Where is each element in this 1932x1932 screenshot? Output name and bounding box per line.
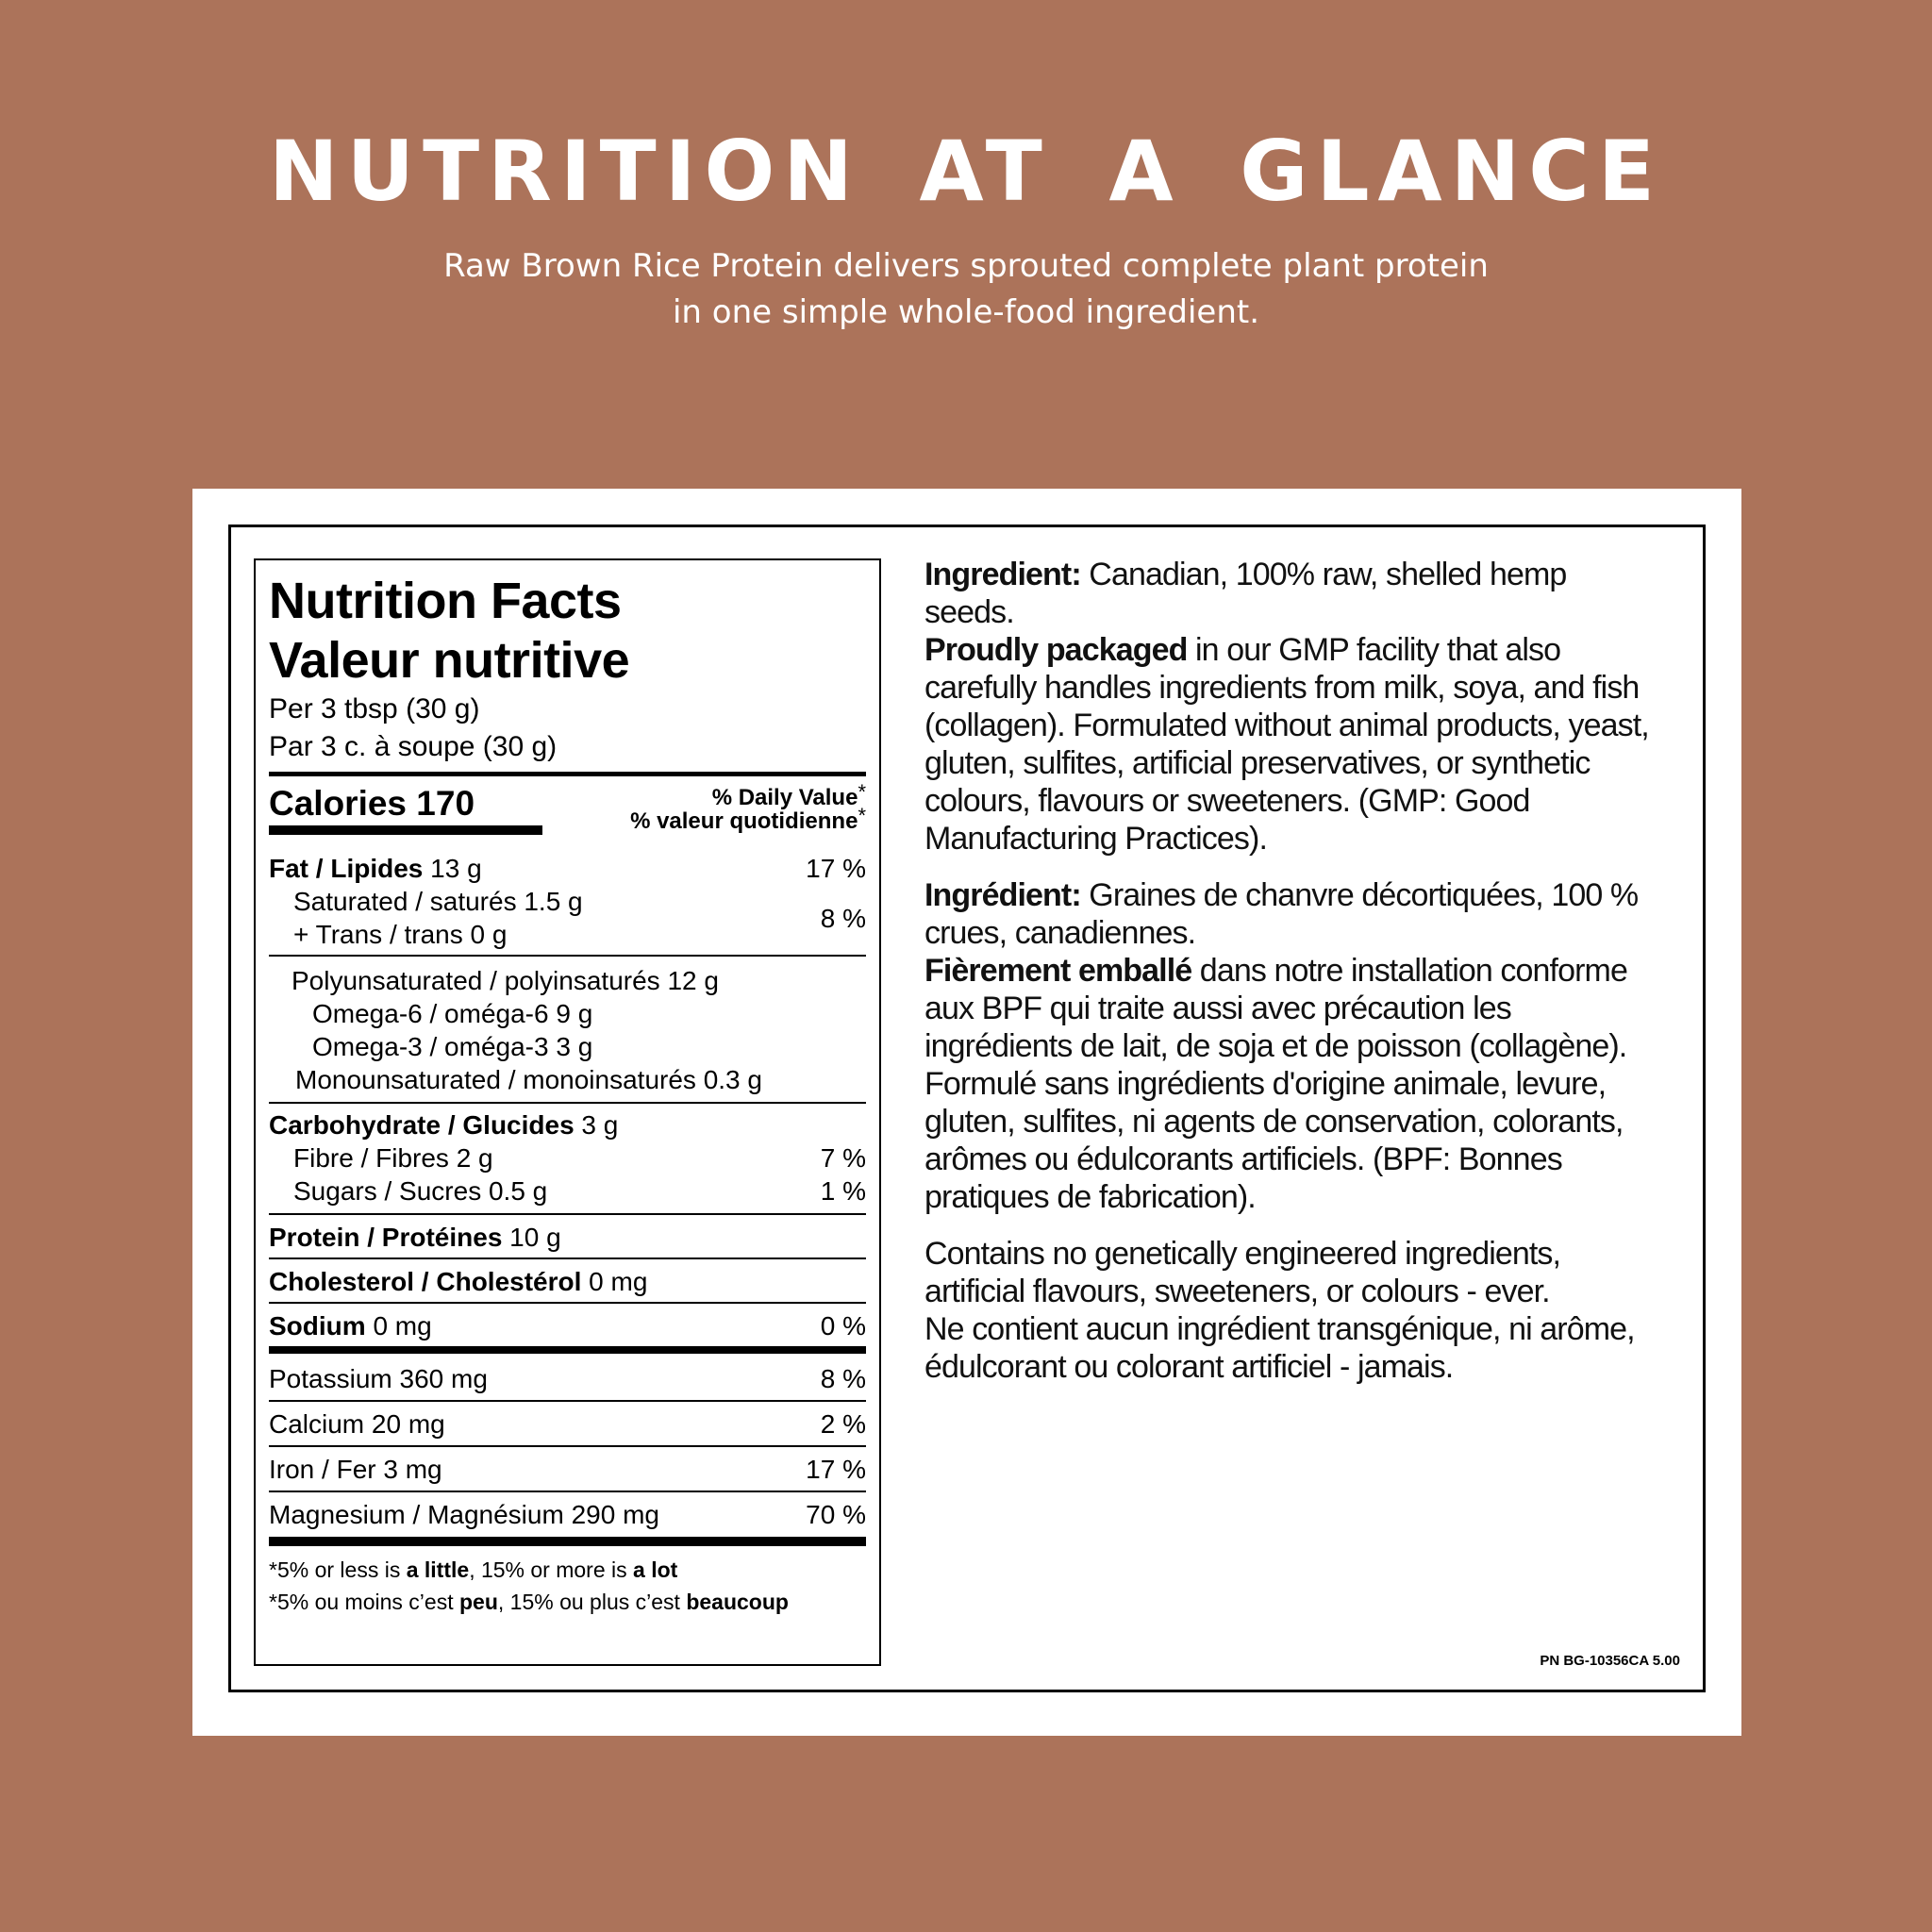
footnote [269, 1554, 866, 1618]
fat-amount: 13 g [423, 854, 482, 883]
fat-label: Fat / Lipides [269, 854, 424, 883]
divider [269, 1257, 866, 1259]
footnote-bold: a lot [633, 1557, 678, 1582]
divider [269, 1302, 866, 1304]
sodium-row [269, 1309, 866, 1342]
ingredient-en-label: Ingredient: [924, 557, 1081, 592]
monounsaturated: Monounsaturated / monoinsaturés 0.3 g [295, 1065, 762, 1094]
divider [269, 955, 866, 957]
omega6: Omega-6 / oméga-6 9 g [312, 999, 593, 1028]
mono-row [269, 1063, 866, 1096]
nutrition-facts-table [254, 558, 881, 1666]
omega3-row [269, 1030, 866, 1063]
calories: Calories 170 [269, 784, 475, 823]
cholesterol-label: Cholesterol / Cholestérol [269, 1267, 582, 1296]
carb-label: Carbohydrate / Glucides [269, 1110, 575, 1140]
calcium-label: Calcium 20 mg [269, 1409, 445, 1439]
page-subtitle [0, 243, 1932, 336]
packaging-fr-label: Fièrement emballé [924, 953, 1192, 989]
sat-trans-dv: 8 % [820, 904, 866, 933]
sugars-dv: 1 % [820, 1176, 866, 1206]
potassium-label: Potassium 360 mg [269, 1364, 488, 1393]
magnesium-row [269, 1498, 866, 1531]
divider [269, 1491, 866, 1492]
footnote-text: , 15% ou plus c’est [497, 1590, 687, 1614]
divider [269, 1102, 866, 1104]
packaging-fr [924, 952, 1660, 1216]
iron-row [269, 1453, 866, 1486]
footnote-bold: a little [406, 1557, 470, 1582]
divider-thick [269, 1537, 866, 1546]
magnesium-label: Magnesium / Magnésium 290 mg [269, 1500, 659, 1529]
sodium-label: Sodium [269, 1311, 366, 1341]
page-title: NUTRITION AT A GLANCE [269, 123, 1663, 220]
poly-row [269, 964, 866, 997]
calcium-row [269, 1407, 866, 1441]
protein-row [269, 1221, 866, 1254]
potassium-row [269, 1362, 866, 1395]
packaging-en-label: Proudly packaged [924, 632, 1188, 668]
divider [269, 1213, 866, 1215]
protein-amount: 10 g [502, 1223, 561, 1252]
packaging-fr-text: dans notre installation conforme aux BPF qui traite aussi avec précaution les ingrédients de lait, de soja et de poisson (collagène). Formulé sans ingrédients d'origine animale, levure, gluten, sulfites, ni agents de conservation, colorants, arômes ou édulcorants artificiels. (BPF: Bonnes pratiques de fabrication). [924, 953, 1627, 1215]
fibre-dv: 7 % [820, 1143, 866, 1173]
iron-dv: 17 % [806, 1455, 866, 1484]
gmo-statement-fr: Ne contient aucun ingrédient transgénique, ni arôme, édulcorant ou colorant artificiel - jamais. [924, 1311, 1635, 1385]
footnote-text: , 15% or more is [469, 1557, 634, 1582]
label-frame [228, 525, 1706, 1692]
cholesterol-amount: 0 mg [581, 1267, 648, 1296]
footnote-text: *5% ou moins c’est [269, 1590, 459, 1614]
potassium-dv: 8 % [820, 1364, 866, 1393]
nutrition-title-fr: Valeur nutritive [269, 632, 630, 689]
packaging-en-text: in our GMP facility that also carefully handles ingredients from milk, soya, and fish (collagen). Formulated without animal products, yeast, gluten, sulfites, artificial preservatives, or synthetic colours, flavours or sweeteners. (GMP: Good Manufacturing Practices). [924, 632, 1649, 857]
magnesium-dv: 70 % [806, 1500, 866, 1529]
protein-label: Protein / Protéines [269, 1223, 503, 1252]
daily-value-en: % Daily Value [711, 785, 858, 810]
footnote-text: *5% or less is [269, 1557, 407, 1582]
sat-trans-row [269, 885, 866, 951]
asterisk: * [858, 780, 866, 804]
asterisk: * [858, 804, 866, 827]
part-number: PN BG-10356CA 5.00 [1540, 1653, 1680, 1669]
carb-amount: 3 g [574, 1110, 619, 1140]
fibre-label: Fibre / Fibres 2 g [293, 1143, 493, 1173]
cholesterol-row [269, 1265, 866, 1298]
calories-bar [269, 825, 542, 835]
sugars-label: Sugars / Sucres 0.5 g [293, 1176, 548, 1206]
saturated: Saturated / saturés 1.5 g [293, 887, 583, 916]
ingredients-column [924, 556, 1660, 1386]
gmo-statement-en: Contains no genetically engineered ingredients, artificial flavours, sweeteners, or colours - ever. [924, 1236, 1561, 1309]
sodium-amount: 0 mg [365, 1311, 432, 1341]
footnote-en [269, 1554, 866, 1586]
daily-value-header [630, 780, 866, 834]
omega6-row [269, 997, 866, 1030]
sugars-row [269, 1174, 866, 1208]
nutrition-title-en: Nutrition Facts [269, 573, 622, 629]
polyunsaturated: Polyunsaturated / polyinsaturés 12 g [291, 966, 719, 995]
carb-row [269, 1108, 866, 1141]
fat-dv: 17 % [806, 854, 866, 883]
serving-size-fr: Par 3 c. à soupe (30 g) [269, 731, 558, 762]
subtitle-line: in one simple whole-food ingredient. [672, 293, 1260, 331]
sodium-dv: 0 % [820, 1311, 866, 1341]
calcium-dv: 2 % [820, 1409, 866, 1439]
divider [269, 1400, 866, 1402]
fat-row [269, 852, 866, 885]
ingredient-fr-label: Ingrédient: [924, 877, 1081, 913]
packaging-en [924, 631, 1660, 858]
iron-label: Iron / Fer 3 mg [269, 1455, 442, 1484]
calories-row [269, 776, 866, 833]
fibre-row [269, 1141, 866, 1174]
serving-size-en: Per 3 tbsp (30 g) [269, 693, 480, 724]
daily-value-fr: % valeur quotidienne [630, 808, 858, 834]
divider [269, 1445, 866, 1447]
footnote-bold: peu [458, 1590, 498, 1614]
footnote-bold: beaucoup [686, 1590, 789, 1614]
omega3: Omega-3 / oméga-3 3 g [312, 1032, 593, 1061]
ingredient-fr [924, 876, 1660, 952]
trans: + Trans / trans 0 g [293, 920, 508, 949]
subtitle-line: Raw Brown Rice Protein delivers sprouted complete plant protein [443, 247, 1489, 285]
ingredient-en [924, 556, 1660, 631]
footnote-fr [269, 1586, 866, 1618]
ingredient-fr-text: Graines de chanvre décortiquées, 100 % crues, canadiennes. [924, 877, 1639, 951]
label-card [192, 489, 1741, 1736]
ingredient-en-text: Canadian, 100% raw, shelled hemp seeds. [924, 557, 1567, 630]
divider-thick [269, 1346, 866, 1354]
